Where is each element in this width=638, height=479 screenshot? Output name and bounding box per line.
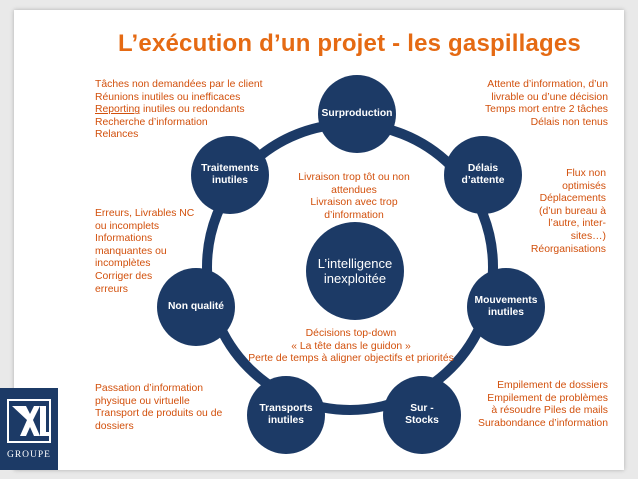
node-non-qualite: Non qualité [157,268,235,346]
text-mouvements-examples: Flux non optimisés Déplacements (d’un bureau à l’autre, inter- sites…) Réorganisations [530,168,606,255]
text-intelligence-examples: Décisions top-down « La tête dans le guidon » Perte de temps à aligner objectifs et priorités [248,328,454,365]
text-non-qualite-examples: Erreurs, Livrables NC ou incomplets Informations manquantes ou incomplètes Corriger des erreurs [95,208,195,295]
text-transports-examples: Passation d’information physique ou virtuelle Transport de produits ou de dossiers [95,383,223,432]
text-delais-examples: Attente d’information, d’un livrable ou d’une décision Temps mort entre 2 tâches Délais non tenus [484,79,608,128]
text-traitements-line-1: Tâches non demandées par le client Réunions inutiles ou inefficaces [95,79,263,103]
node-mouvements-inutiles: Mouvements inutiles [467,268,545,346]
xl-groupe-logo [0,388,58,470]
text-surproduction-examples: Livraison trop tôt ou non attendues Livraison avec trop d’information [298,172,410,221]
slide-title: L’exécution d’un projet - les gaspillages [118,30,581,57]
node-transports-inutiles: Transports inutiles [247,376,325,454]
xl-logo-mark [6,398,52,444]
text-reporting: Reporting [95,104,141,116]
text-stocks-examples: Empilement de dossiers Empilement de problèmes à résoudre Piles de mails Surabondance d’information [478,380,608,429]
node-surproduction: Surproduction [318,75,396,153]
logo-text: GROUPE [6,450,51,460]
node-sur-stocks: Sur - Stocks [383,376,461,454]
text-traitements-line-2: inutiles ou redondants [140,104,245,116]
center-node-intelligence: L’intelligence inexploitée [306,222,404,320]
text-traitements-line-3: Recherche d’information Relances [95,116,208,141]
node-traitements-inutiles: Traitements inutiles [191,136,269,214]
text-traitements-examples [95,79,263,142]
node-delais-attente: Délais d’attente [444,136,522,214]
